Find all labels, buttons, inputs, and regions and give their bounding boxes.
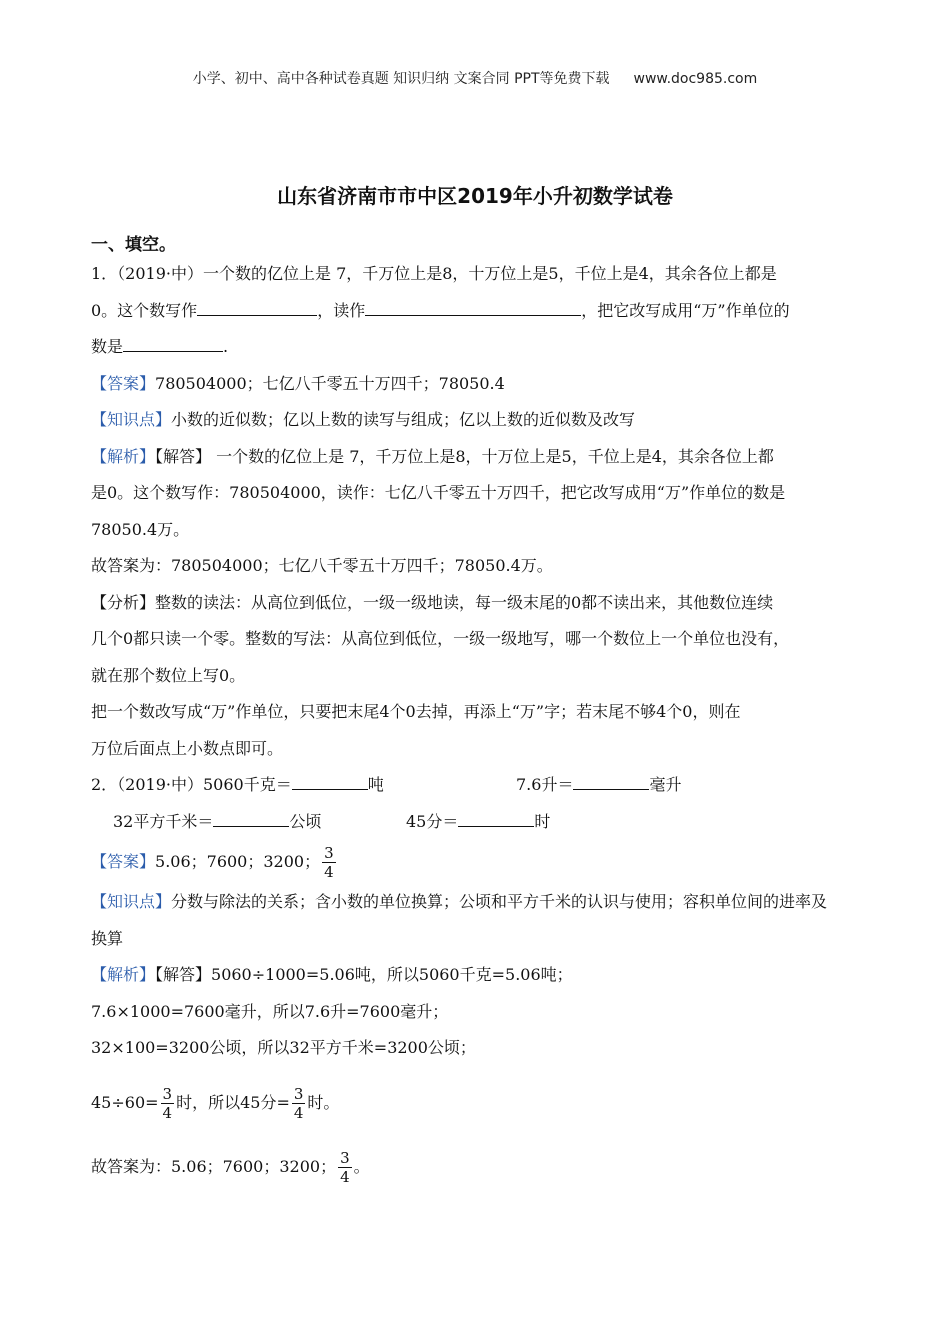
q2-final: 故答案为：5.06；7600；3200； $\frac{3}{4}$ 。 (91, 1148, 370, 1186)
fraction-three-quarters: $\frac{3}{4}$ (293, 1084, 304, 1122)
blank-write (197, 297, 317, 316)
jx-tag: 【解析】 (91, 965, 156, 984)
blank-haosheng (573, 771, 649, 790)
q1-line3: 数是 . (91, 329, 866, 366)
answer-tag: 【答案】 (91, 852, 156, 871)
blank-read (365, 297, 581, 316)
kp-tag: 【知识点】 (91, 892, 172, 911)
question-content (91, 256, 866, 1189)
blank-wan (123, 333, 223, 352)
q2-analysis-3: 32×100=3200公顷，所以32平方千米=3200公顷； (91, 1038, 476, 1057)
section-heading: 一、填空。 (91, 235, 176, 255)
q1-fenxi-5: 万位后面点上小数点即可。 (91, 738, 284, 758)
fraction-three-quarters: $\frac{3}{4}$ (340, 1148, 350, 1186)
q2-answer: 【答案】5.06；7600；3200； $\frac{3}{4}$ (91, 844, 334, 881)
q1-final: 故答案为：780504000；七亿八千零五十万四千；78050.4万。 (91, 556, 553, 575)
q1-answer: 【答案】780504000；七亿八千零五十万四千；78050.4 (91, 373, 505, 393)
q2-row2: 32平方千米＝ 公顷 45分＝ 时 (91, 804, 866, 841)
blank-dun (292, 771, 368, 790)
q1-analysis-2: 是0。这个数写作：780504000，读作：七亿八千零五十万四千，把它改写成用“万”作单位的数是 (91, 483, 786, 502)
kp-tag: 【知识点】 (91, 410, 172, 429)
q1-analysis-1: 【解析】【解答】 一个数的亿位上是 7，千万位上是8，十万位上是5，千位上是4，其余各位上都 (91, 446, 774, 466)
q2-row1: 2．（2019·中）5060千克＝ 吨 7.6升＝ 毫升 (91, 767, 866, 804)
header-url[interactable]: www.doc985.com (633, 71, 758, 87)
fraction-three-quarters: $\frac{3}{4}$ (162, 1084, 173, 1122)
q1-analysis-3: 78050.4万。 (91, 519, 190, 539)
page-title: 山东省济南市市中区2019年小升初数学试卷 (277, 184, 673, 208)
header-text: 小学、初中、高中各种试卷真题 知识归纳 文案合同 PPT等免费下载 (192, 71, 610, 87)
q2-analysis-4: 45÷60= $\frac{3}{4}$ 时，所以45分= $\frac{3}{4}$ 时。 (91, 1084, 340, 1122)
q1-fenxi-3: 就在那个数位上写0。 (91, 665, 246, 685)
q1-fenxi-2: 几个0都只读一个零。整数的写法：从高位到低位，一级一级地写，哪一个数位上一个单位也没有， (91, 629, 790, 648)
blank-gongqing (213, 808, 289, 827)
page-header (0, 68, 950, 88)
q1-fenxi-4: 把一个数改写成“万”作单位，只要把末尾4个0去掉，再添上“万”字；若末尾不够4个0，则在 (91, 702, 741, 721)
fraction-three-quarters: $\frac{3}{4}$ (324, 844, 334, 881)
q1-fenxi-1: 【分析】整数的读法：从高位到低位，一级一级地读，每一级末尾的0都不读出来，其他数位连续 (91, 592, 774, 612)
blank-shi (458, 808, 534, 827)
jx-tag: 【解析】 (91, 446, 156, 466)
q1-knowledge-point: 【知识点】小数的近似数；亿以上数的读写与组成；亿以上数的近似数及改写 (91, 410, 636, 429)
q2-analysis-1: 【解析】【解答】5060÷1000=5.06吨，所以5060千克=5.06吨； (91, 965, 573, 984)
q1-line1: 1．（2019·中）一个数的亿位上是 7，千万位上是8，十万位上是5，千位上是4，其余各位上都是 (91, 264, 777, 283)
answer-tag: 【答案】 (91, 373, 156, 393)
q1-line2: 0。这个数写作 ，读作 ，把它改写成用“万”作单位的 (91, 293, 866, 330)
q2-knowledge-point: 【知识点】分数与除法的关系；含小数的单位换算；公顷和平方千米的认识与使用；容积单位间的进率及 (91, 892, 828, 911)
q2-knowledge-point-2: 换算 (91, 928, 124, 948)
q2-analysis-2: 7.6×1000=7600毫升，所以7.6升=7600毫升； (91, 1001, 449, 1021)
